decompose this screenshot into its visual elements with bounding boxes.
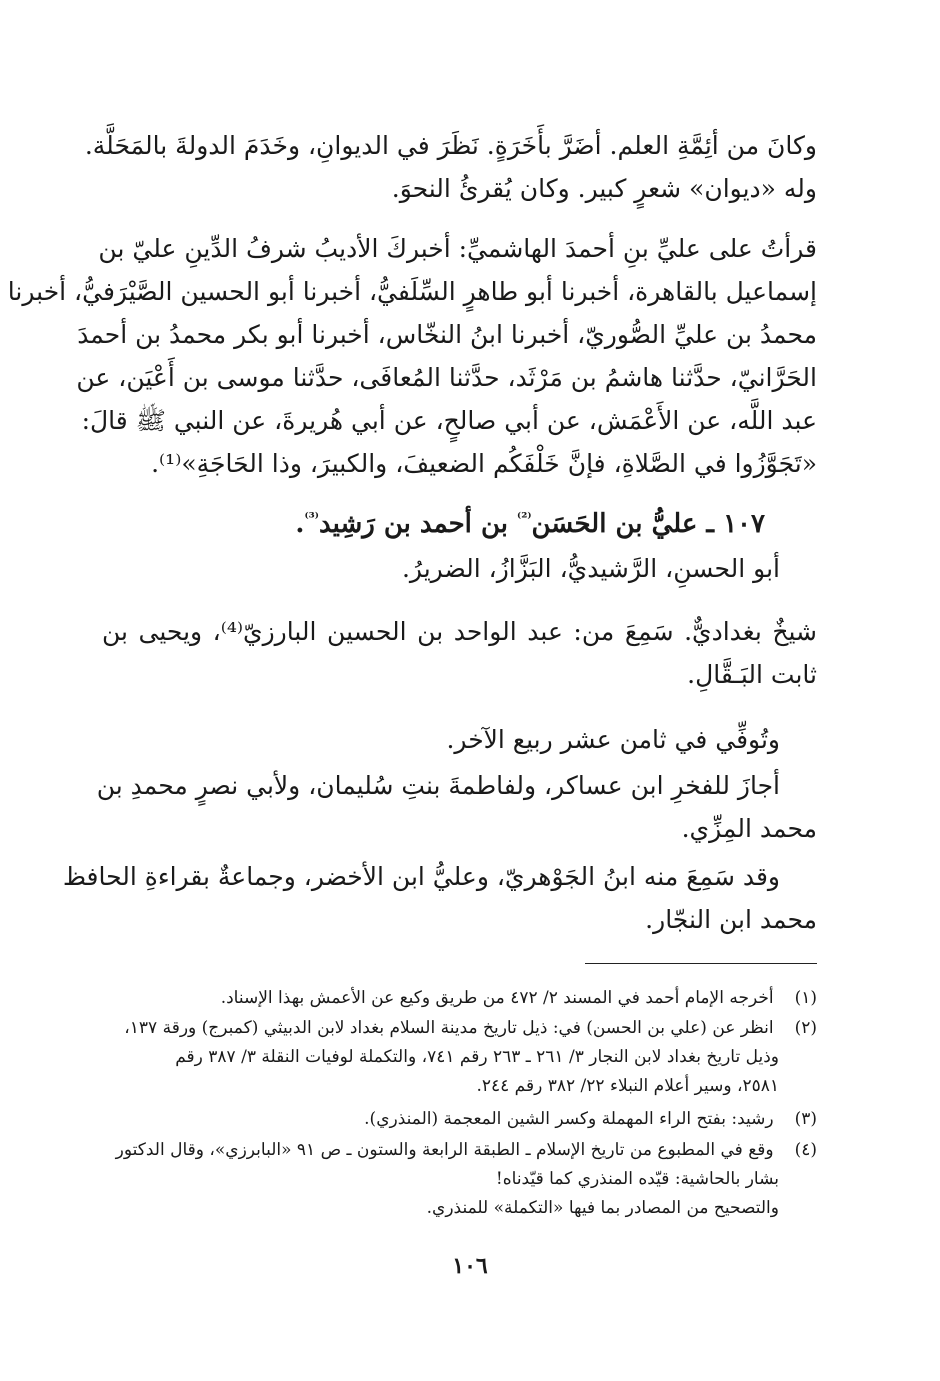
- footnote-2-line-3: ٢٥٨١، وسير أعلام النبلاء ٢٢/ ٣٨٢ رقم ٢٤٤.: [476, 1076, 779, 1096]
- paragraph-4-line-1: وتُوفِّي في ثامن عشر ربيع الآخر.: [446, 725, 780, 754]
- footnote-1: [102, 985, 817, 1011]
- footnote-4-number: (٤): [794, 1140, 817, 1160]
- entry-nisba-line: أبو الحسنِ، الرَّشيديُّ، البَزَّازُ، الضريرُ.: [401, 554, 780, 583]
- footnote-4: [102, 1137, 817, 1163]
- footnote-3-number: (٣): [794, 1109, 817, 1129]
- paragraph-2-line-4: الحَرَّانيّ، حدَّثنا هاشمُ بن مَرْثَد، حدَّثنا المُعافَى، حدَّثنا موسى بن أَعْيَن، عن: [76, 363, 817, 392]
- paragraph-2-line-1: قرأتُ على عليِّ بنِ أحمدَ الهاشميِّ: أخبركَ الأديبُ شرفُ الدِّينِ عليّ بن: [98, 234, 817, 263]
- paragraph-1-line-2: وله «ديوان» شعرٍ كبير. وكان يُقرئُ النحوَ.: [391, 174, 817, 203]
- paragraph-2-line-3: محمدُ بن عليِّ الصُّوريّ، أخبرنا ابنُ النخّاس، أخبرنا أبو بكر محمدُ بن أحمدَ: [77, 320, 817, 349]
- paragraph-3-line-1: شيخٌ بغداديٌّ. سَمِعَ من: عبد الواحد بن الحسين البارزيّ⁽⁴⁾، ويحيى بن: [102, 617, 817, 646]
- footnote-ref-3[interactable]: ⁽³⁾: [304, 510, 319, 527]
- page-number: ١٠٦: [452, 1253, 488, 1279]
- footnote-2-number: (٢): [794, 1018, 817, 1038]
- footnote-4-line-3: والتصحيح من المصادر بما فيها «التكملة» للمنذري.: [426, 1198, 779, 1218]
- paragraph-2-line-2: إسماعيل بالقاهرة، أخبرنا أبو طاهرٍ السِّلَفيُّ، أخبرنا أبو الحسين الصَّيْرَفيُّ، أخبرنا: [7, 277, 817, 306]
- entry-title-end: .: [295, 509, 305, 539]
- paragraph-6-line-2: محمد ابن النجّار.: [645, 905, 817, 934]
- paragraph-5-line-1: أجازَ للفخرِ ابن عساكر، ولفاطمةَ بنتِ سُليمان، ولأبي نصرٍ محمدِ بن: [96, 771, 780, 800]
- entry-title-before: ـ عليُّ بن الحَسَن: [531, 509, 715, 539]
- entry-heading: [102, 507, 765, 541]
- footnote-4-line-2: بشار بالحاشية: قيّده المنذري كما قيّدناه!: [495, 1169, 779, 1189]
- paragraph-2-line-6: «تَجَوَّزُوا في الصَّلاةِ، فإنَّ خَلْفَكُم الضعيفَ، والكبيرَ، وذا الحَاجَةِ»⁽¹⁾.: [151, 449, 817, 478]
- footnote-ref-2[interactable]: ⁽²⁾: [517, 510, 532, 527]
- footnote-3-text: رشيد: بفتح الراء المهملة وكسر الشين المعجمة (المنذري).: [364, 1109, 774, 1129]
- entry-title-after: بن أحمد بن رَشِيد: [318, 509, 518, 539]
- paragraph-2-line-5: عبد اللَّه، عن الأَعْمَش، عن أبي صالحٍ، عن أبي هُريرةَ، عن النبي ﷺ قالَ:: [81, 406, 817, 435]
- footnote-2-text-line-1: انظر عن (علي بن الحسن) في: ذيل تاريخ مدينة السلام بغداد لابن الدبيثي (كمبرج) ورقة ١٣٧،: [124, 1018, 774, 1038]
- paragraph-1-line-1: وكانَ من أئِمَّةِ العلم. أضَرَّ بأَخَرَةٍ. نَظَرَ في الديوانِ، وخَدَمَ الدولةَ بالمَحَلَّة.: [84, 131, 817, 160]
- paragraph-6-line-1: وقد سَمِعَ منه ابنُ الجَوْهريّ، وعليُّ ابن الأخضر، وجماعةٌ بقراءةِ الحافظ: [62, 862, 780, 891]
- footnote-2-line-2: وذيل تاريخ بغداد لابن النجار ٣/ ٢٦١ ـ ٢٦٣ رقم ٧٤١، والتكملة لوفيات النقلة ٣/ ٣٨٧ رقم: [175, 1047, 779, 1067]
- paragraph-3-line-2: ثابت البَـقَّالِ.: [687, 660, 817, 689]
- entry-number: ١٠٧: [723, 509, 765, 539]
- paragraph-5-line-2: محمد المِزِّي.: [681, 814, 817, 843]
- footnote-1-number: (١): [794, 988, 817, 1008]
- footnote-separator: [585, 963, 817, 964]
- footnote-1-text: أخرجه الإمام أحمد في المسند ٢/ ٤٧٢ من طريق وكيع عن الأعمش بهذا الإسناد.: [220, 988, 774, 1008]
- footnote-4-text-line-1: وقع في المطبوع من تاريخ الإسلام ـ الطبقة الرابعة والستون ـ ص ٩١ «البابرزي»، وقال الدكتور: [115, 1140, 774, 1160]
- footnote-3: [102, 1106, 817, 1132]
- footnote-2: [102, 1015, 817, 1041]
